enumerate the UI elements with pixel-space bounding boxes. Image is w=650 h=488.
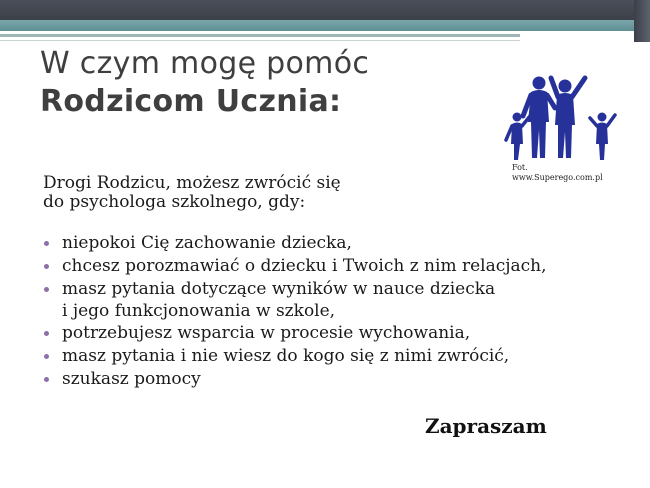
header-divider-thin: [0, 40, 520, 41]
list-item-text: chcesz porozmawiać o dziecku i Twoich z nim relacjach,: [62, 256, 547, 276]
caption-source: www.Superego.com.pl: [512, 173, 603, 182]
list-item-text: masz pytania dotyczące wyników w nauce dziecka: [62, 279, 496, 299]
intro-line-2: do psychologa szkolnego, gdy:: [43, 192, 306, 212]
caption-prefix: Fot.: [512, 163, 528, 172]
intro-text: [43, 174, 341, 212]
closing-invitation: Zapraszam: [425, 414, 547, 438]
list-item: [42, 345, 547, 368]
intro-line-1: Drogi Rodzicu, możesz zwrócić się: [43, 173, 341, 193]
list-item: [42, 322, 547, 345]
list-item-text: szukasz pomocy: [62, 369, 201, 389]
help-list: [42, 232, 547, 391]
slide-title: W czym mogę pomóc: [40, 46, 370, 81]
list-item: [42, 255, 547, 278]
list-item-continuation: i jego funkcjonowania w szkole,: [62, 301, 336, 321]
slide-subtitle: Rodzicom Ucznia:: [40, 84, 342, 119]
photo-caption: [512, 163, 603, 183]
list-item: [42, 368, 547, 391]
header-teal-strip: [0, 20, 650, 31]
family-silhouette-icon: [503, 70, 623, 170]
list-item-text: niepokoi Cię zachowanie dziecka,: [62, 233, 352, 253]
list-item-text: masz pytania i nie wiesz do kogo się z nimi zwrócić,: [62, 346, 510, 366]
header-dark-band: [0, 0, 650, 20]
list-item: [42, 278, 547, 322]
header-corner-bar: [634, 0, 650, 42]
list-item-text: potrzebujesz wsparcia w procesie wychowania,: [62, 323, 471, 343]
header-divider-thick: [0, 34, 520, 37]
list-item: [42, 232, 547, 255]
